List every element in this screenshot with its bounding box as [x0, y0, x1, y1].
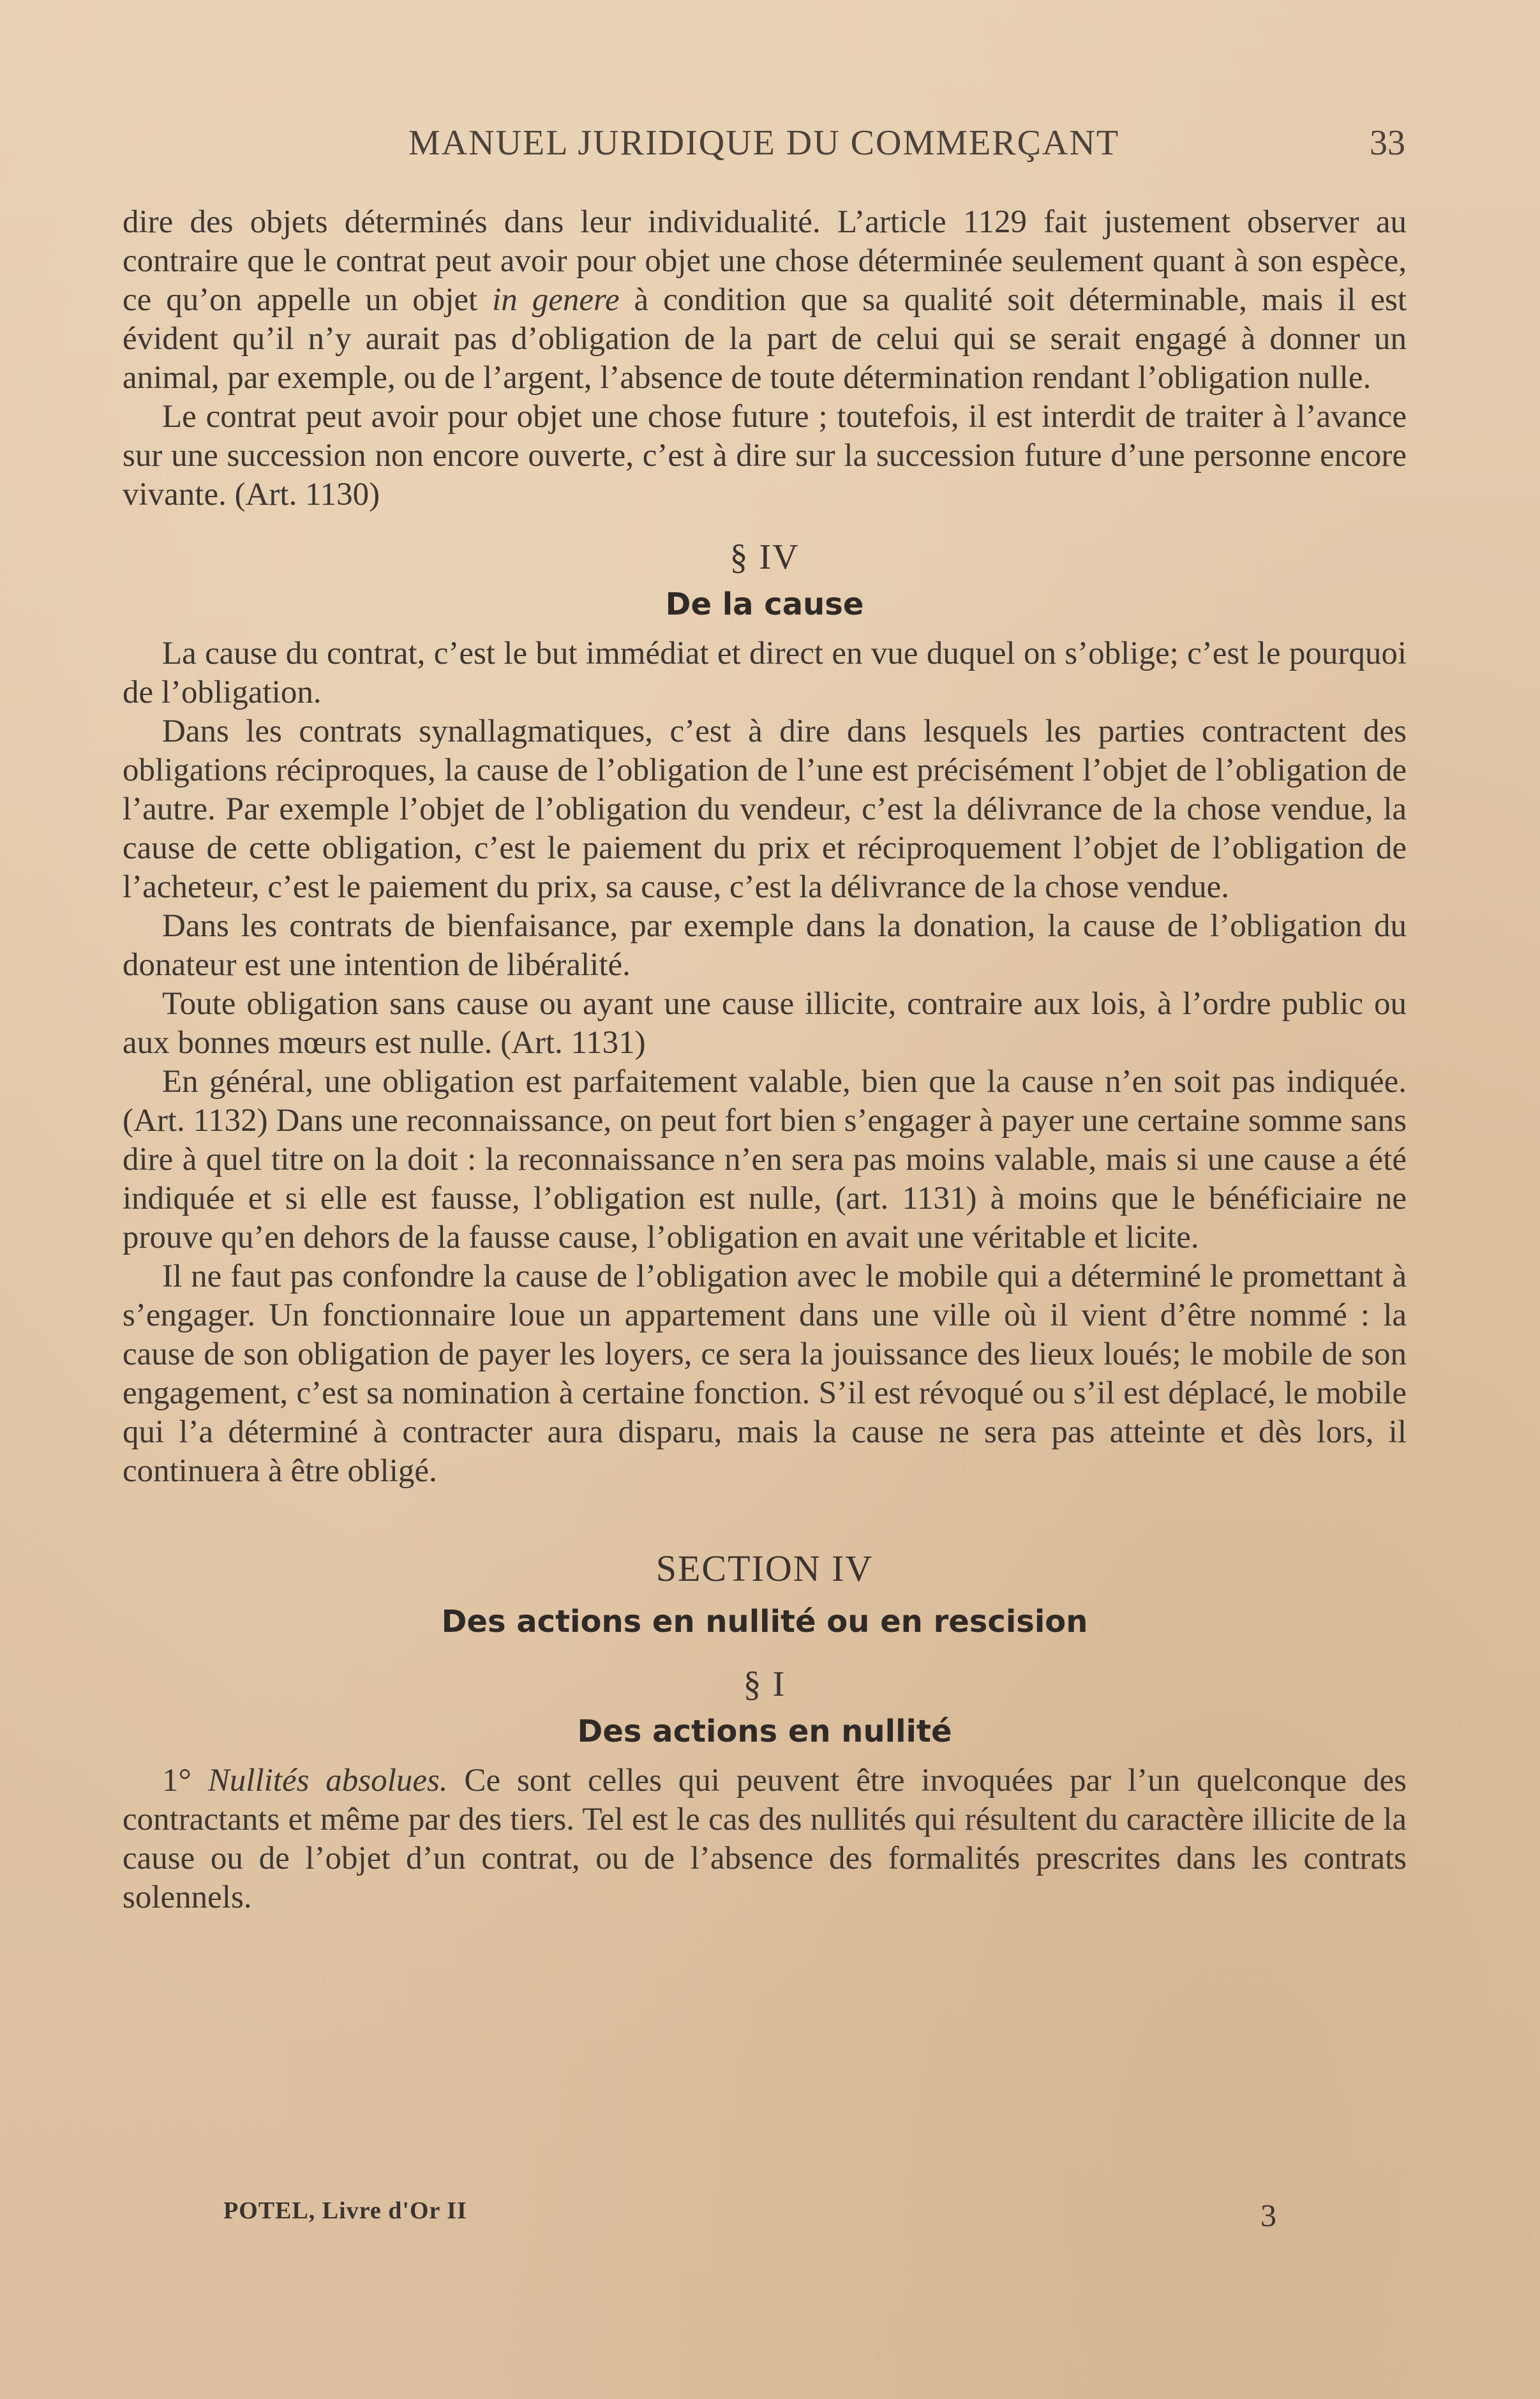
running-title: MANUEL JURIDIQUE DU COMMERÇANT — [408, 123, 1120, 163]
section-sign-iv: § IV — [729, 537, 800, 577]
body-text — [123, 203, 1407, 1917]
heading-actions-en-nullite: Des actions en nullité — [577, 1714, 952, 1749]
heading-de-la-cause: De la cause — [665, 587, 864, 622]
latin-term: in genere — [492, 282, 620, 318]
page-footer — [172, 2197, 1276, 2235]
paragraph-cause-not-stated: En général, une obligation est parfaitement valable, bien que la cause n’en soit pas indiquée. (Art. 1132) Dans une reconnaissance, on peut fort bien s’engager à payer une certaine somme sans dire à quel titre on la doit : la reconnaissance n’en sera pas moins valable, mais si une cause a été indiquée et si elle est fausse, l’obligation est nulle, (art. 1131) à moins que le bénéficiaire ne prouve qu’en dehors de la fausse cause, l’obligation en avait une véritable et licite. — [123, 1064, 1407, 1255]
paragraph-continuation: dire des objets déterminés dans leur individualité. L’article 1129 fait justement observer au contraire que le contrat peut avoir pour objet une chose déterminée seulement quant à son espèce, ce qu’on appelle un objet in genere à condition que sa qualité soit déterminable, mais il est évident qu’il n’y aurait pas d’obligation de la part de celui qui se serait engagé à donner un animal, par exemple, ou de l’argent, l’absence de toute détermination rendant l’obligation nulle. — [123, 204, 1407, 396]
section-subtitle: Des actions en nullité ou en rescision — [441, 1604, 1088, 1640]
signature-mark: POTEL, Livre d'Or II — [223, 2197, 467, 2224]
paragraph-cause-vs-motive: Il ne faut pas confondre la cause de l’obligation avec le mobile qui a déterminé le promettant à s’engager. Un fonctionnaire loue un appartement dans une ville où il vient d’être nommé : la cause de son obligation de payer les loyers, ce sera la jouissance des lieux loués; le mobile de son engagement, c’est sa nomination à certaine fonction. S’il est révoqué ou s’il est déplacé, le mobile qui l’a déterminé à contracter aura disparu, mais la cause ne sera pas atteinte et dès lors, il continuera à être obligé. — [123, 1259, 1407, 1489]
running-header — [123, 123, 1405, 167]
paragraph-cause-definition: La cause du contrat, c’est le but immédiat et direct en vue duquel on s’oblige; c’est le pourquoi de l’obligation. — [123, 636, 1407, 710]
paragraph-synallagmatic: Dans les contrats synallagmatiques, c’est à dire dans lesquels les parties contractent des obligations réciproques, la cause de l’obligation de l’une est précisément l’objet de l’obligation de l’autre. Par exemple l’objet de l’obligation du vendeur, c’est la délivrance de la chose vendue, la cause de cette obligation, c’est le paiement du prix et réciproquement l’objet de l’obligation de l’acheteur, c’est le paiement du prix, sa cause, c’est la délivrance de la chose vendue. — [123, 714, 1407, 905]
paragraph-future-object: Le contrat peut avoir pour objet une chose future ; toutefois, il est interdit de traiter à l’avance sur une succession non encore ouverte, c’est à dire sur la succession future d’une personne encore vivante. (Art. 1130) — [123, 399, 1407, 512]
gathering-number: 3 — [1260, 2197, 1276, 2233]
paragraph-illicit-cause: Toute obligation sans cause ou ayant une cause illicite, contraire aux lois, à l’ordre public ou aux bonnes mœurs est nulle. (Art. 1131) — [123, 986, 1407, 1061]
paragraph-absolute-nullities: 1° Nullités absolues. Ce sont celles qui peuvent être invoquées par l’un quelconque des contractants et même par des tiers. Tel est le cas des nullités qui résultent du caractère illicite de la cause ou de l’objet d’un contrat, ou de l’absence des formalités prescrites dans les contrats solennels. — [123, 1763, 1407, 1915]
section-title: SECTION IV — [655, 1548, 874, 1589]
paragraph-bienfaisance: Dans les contrats de bienfaisance, par exemple dans la donation, la cause de l’obligation du donateur est une intention de libéralité. — [123, 908, 1407, 983]
subheading-italic: Nullités absolues. — [207, 1763, 448, 1798]
page-number: 33 — [1370, 123, 1405, 163]
section-sign-i: § I — [743, 1664, 786, 1704]
